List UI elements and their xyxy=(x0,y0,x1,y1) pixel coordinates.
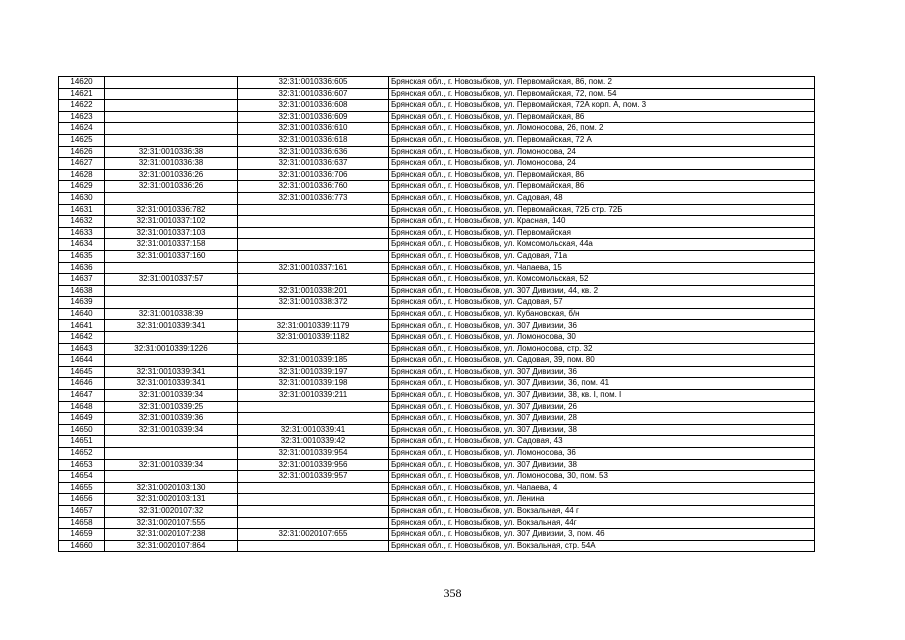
cell-object-number: 32:31:0010336:636 xyxy=(238,146,389,158)
cell-number: 14635 xyxy=(59,250,105,262)
cell-address: Брянская обл., г. Новозыбков, ул. Садовая, 39, пом. 80 xyxy=(389,355,815,367)
cell-parcel-number: 32:31:0010336:782 xyxy=(105,204,238,216)
cell-object-number: 32:31:0010339:211 xyxy=(238,390,389,402)
cell-address: Брянская обл., г. Новозыбков, ул. Ломоносова, 24 xyxy=(389,158,815,170)
cell-address: Брянская обл., г. Новозыбков, ул. Ломоносова, 26, пом. 2 xyxy=(389,123,815,135)
table-row xyxy=(59,88,815,100)
cell-parcel-number: 32:31:0010336:38 xyxy=(105,158,238,170)
table-row xyxy=(59,169,815,181)
cell-address: Брянская обл., г. Новозыбков, ул. 307 Дивизии, 36 xyxy=(389,320,815,332)
cell-address: Брянская обл., г. Новозыбков, ул. 307 Дивизии, 26 xyxy=(389,401,815,413)
cell-parcel-number xyxy=(105,88,238,100)
cell-object-number: 32:31:0010339:1182 xyxy=(238,332,389,344)
cell-address: Брянская обл., г. Новозыбков, ул. 307 Дивизии, 28 xyxy=(389,413,815,425)
table-row xyxy=(59,494,815,506)
cell-object-number: 32:31:0010339:41 xyxy=(238,424,389,436)
table-row xyxy=(59,459,815,471)
cell-number: 14658 xyxy=(59,517,105,529)
table-row xyxy=(59,517,815,529)
cell-object-number xyxy=(238,227,389,239)
cell-address: Брянская обл., г. Новозыбков, ул. Первомайская xyxy=(389,227,815,239)
cell-number: 14627 xyxy=(59,158,105,170)
table-row xyxy=(59,332,815,344)
cell-address: Брянская обл., г. Новозыбков, ул. Вокзальная, 44г xyxy=(389,517,815,529)
cell-object-number xyxy=(238,216,389,228)
cell-address: Брянская обл., г. Новозыбков, ул. 307 Дивизии, 38, кв. I, пом. I xyxy=(389,390,815,402)
cell-object-number: 32:31:0010336:773 xyxy=(238,192,389,204)
cell-object-number: 32:31:0010336:607 xyxy=(238,88,389,100)
cell-address: Брянская обл., г. Новозыбков, ул. Первомайская, 86 xyxy=(389,181,815,193)
table-row xyxy=(59,308,815,320)
cell-object-number xyxy=(238,517,389,529)
cell-object-number: 32:31:0010338:372 xyxy=(238,297,389,309)
table-row xyxy=(59,250,815,262)
cell-address: Брянская обл., г. Новозыбков, ул. Ломоносова, 36 xyxy=(389,448,815,460)
cell-address: Брянская обл., г. Новозыбков, ул. 307 Дивизии, 44, кв. 2 xyxy=(389,285,815,297)
cell-number: 14651 xyxy=(59,436,105,448)
table-row xyxy=(59,77,815,89)
cell-number: 14632 xyxy=(59,216,105,228)
cell-object-number: 32:31:0010339:185 xyxy=(238,355,389,367)
cell-parcel-number xyxy=(105,285,238,297)
cell-number: 14622 xyxy=(59,100,105,112)
cell-number: 14633 xyxy=(59,227,105,239)
cell-number: 14624 xyxy=(59,123,105,135)
cell-parcel-number xyxy=(105,471,238,483)
cell-parcel-number: 32:31:0010337:103 xyxy=(105,227,238,239)
cell-object-number xyxy=(238,413,389,425)
cell-address: Брянская обл., г. Новозыбков, ул. 307 Дивизии, 38 xyxy=(389,424,815,436)
cell-number: 14631 xyxy=(59,204,105,216)
cell-object-number: 32:31:0010339:1179 xyxy=(238,320,389,332)
cell-address: Брянская обл., г. Новозыбков, ул. Чапаева, 4 xyxy=(389,482,815,494)
cell-parcel-number: 32:31:0010337:102 xyxy=(105,216,238,228)
cell-object-number: 32:31:0010339:957 xyxy=(238,471,389,483)
cell-parcel-number: 32:31:0010337:57 xyxy=(105,274,238,286)
cell-parcel-number xyxy=(105,192,238,204)
cell-object-number: 32:31:0010336:618 xyxy=(238,134,389,146)
cell-parcel-number xyxy=(105,134,238,146)
table-row xyxy=(59,123,815,135)
table-row xyxy=(59,134,815,146)
table-row xyxy=(59,436,815,448)
cell-parcel-number: 32:31:0010339:1226 xyxy=(105,343,238,355)
table-row xyxy=(59,111,815,123)
cell-parcel-number: 32:31:0020103:131 xyxy=(105,494,238,506)
table-row xyxy=(59,471,815,483)
cell-parcel-number: 32:31:0010339:34 xyxy=(105,390,238,402)
cell-number: 14641 xyxy=(59,320,105,332)
cell-parcel-number xyxy=(105,448,238,460)
table-row xyxy=(59,158,815,170)
cell-address: Брянская обл., г. Новозыбков, ул. Красная, 140 xyxy=(389,216,815,228)
cell-number: 14642 xyxy=(59,332,105,344)
cell-address: Брянская обл., г. Новозыбков, ул. Первомайская, 72А корп. А, пом. 3 xyxy=(389,100,815,112)
cell-parcel-number: 32:31:0010339:36 xyxy=(105,413,238,425)
cell-number: 14656 xyxy=(59,494,105,506)
cell-object-number: 32:31:0020107:655 xyxy=(238,529,389,541)
table-row xyxy=(59,529,815,541)
cell-number: 14644 xyxy=(59,355,105,367)
cell-number: 14660 xyxy=(59,540,105,552)
cell-number: 14629 xyxy=(59,181,105,193)
table-row xyxy=(59,378,815,390)
cell-object-number xyxy=(238,250,389,262)
cell-number: 14653 xyxy=(59,459,105,471)
cell-object-number: 32:31:0010336:760 xyxy=(238,181,389,193)
cell-object-number xyxy=(238,401,389,413)
cell-address: Брянская обл., г. Новозыбков, ул. Комсомольская, 44а xyxy=(389,239,815,251)
cell-address: Брянская обл., г. Новозыбков, ул. Садовая, 71а xyxy=(389,250,815,262)
cell-parcel-number xyxy=(105,297,238,309)
cell-number: 14643 xyxy=(59,343,105,355)
cell-parcel-number: 32:31:0010336:26 xyxy=(105,169,238,181)
cell-number: 14657 xyxy=(59,505,105,517)
table-row xyxy=(59,274,815,286)
cell-object-number: 32:31:0010336:609 xyxy=(238,111,389,123)
cell-address: Брянская обл., г. Новозыбков, ул. Первомайская, 86, пом. 2 xyxy=(389,77,815,89)
table-row xyxy=(59,540,815,552)
cell-parcel-number xyxy=(105,355,238,367)
cell-parcel-number xyxy=(105,332,238,344)
cell-object-number: 32:31:0010336:605 xyxy=(238,77,389,89)
cell-parcel-number xyxy=(105,111,238,123)
cell-parcel-number: 32:31:0020107:32 xyxy=(105,505,238,517)
cell-address: Брянская обл., г. Новозыбков, ул. Первомайская, 72Б стр. 72Б xyxy=(389,204,815,216)
cell-parcel-number: 32:31:0010339:341 xyxy=(105,320,238,332)
cell-parcel-number: 32:31:0020107:864 xyxy=(105,540,238,552)
cell-number: 14655 xyxy=(59,482,105,494)
cell-address: Брянская обл., г. Новозыбков, ул. 307 Дивизии, 36 xyxy=(389,366,815,378)
cell-number: 14647 xyxy=(59,390,105,402)
cell-number: 14650 xyxy=(59,424,105,436)
table-row xyxy=(59,227,815,239)
cell-object-number: 32:31:0010339:956 xyxy=(238,459,389,471)
cell-object-number: 32:31:0010337:161 xyxy=(238,262,389,274)
table-row xyxy=(59,320,815,332)
cell-object-number xyxy=(238,343,389,355)
registry-table xyxy=(58,76,815,552)
cell-parcel-number: 32:31:0010337:158 xyxy=(105,239,238,251)
cell-number: 14648 xyxy=(59,401,105,413)
page-number: 358 xyxy=(443,586,462,600)
cell-object-number: 32:31:0010336:610 xyxy=(238,123,389,135)
cell-address: Брянская обл., г. Новозыбков, ул. Ломоносова, 30, пом. 53 xyxy=(389,471,815,483)
cell-number: 14621 xyxy=(59,88,105,100)
cell-address: Брянская обл., г. Новозыбков, ул. Вокзальная, стр. 54А xyxy=(389,540,815,552)
cell-parcel-number: 32:31:0010338:39 xyxy=(105,308,238,320)
cell-number: 14646 xyxy=(59,378,105,390)
table-row xyxy=(59,297,815,309)
table-row xyxy=(59,413,815,425)
cell-address: Брянская обл., г. Новозыбков, ул. Чапаева, 15 xyxy=(389,262,815,274)
cell-object-number xyxy=(238,274,389,286)
cell-number: 14640 xyxy=(59,308,105,320)
cell-parcel-number: 32:31:0010339:25 xyxy=(105,401,238,413)
cell-parcel-number: 32:31:0010339:34 xyxy=(105,424,238,436)
table-row xyxy=(59,390,815,402)
cell-object-number: 32:31:0010339:954 xyxy=(238,448,389,460)
cell-object-number: 32:31:0010338:201 xyxy=(238,285,389,297)
table-row xyxy=(59,285,815,297)
cell-number: 14625 xyxy=(59,134,105,146)
cell-number: 14628 xyxy=(59,169,105,181)
table-row xyxy=(59,401,815,413)
cell-object-number xyxy=(238,482,389,494)
table-row xyxy=(59,204,815,216)
cell-parcel-number: 32:31:0010339:341 xyxy=(105,378,238,390)
table-row xyxy=(59,216,815,228)
cell-address: Брянская обл., г. Новозыбков, ул. 307 Дивизии, 36, пом. 41 xyxy=(389,378,815,390)
cell-address: Брянская обл., г. Новозыбков, ул. Первомайская, 86 xyxy=(389,111,815,123)
cell-object-number xyxy=(238,505,389,517)
cell-address: Брянская обл., г. Новозыбков, ул. Первомайская, 72 А xyxy=(389,134,815,146)
cell-object-number xyxy=(238,540,389,552)
cell-address: Брянская обл., г. Новозыбков, ул. Садовая, 57 xyxy=(389,297,815,309)
cell-parcel-number: 32:31:0010336:38 xyxy=(105,146,238,158)
cell-object-number: 32:31:0010339:198 xyxy=(238,378,389,390)
cell-number: 14639 xyxy=(59,297,105,309)
table-row xyxy=(59,146,815,158)
cell-address: Брянская обл., г. Новозыбков, ул. Ломоносова, 24 xyxy=(389,146,815,158)
cell-parcel-number xyxy=(105,262,238,274)
cell-number: 14626 xyxy=(59,146,105,158)
cell-parcel-number xyxy=(105,100,238,112)
cell-address: Брянская обл., г. Новозыбков, ул. Вокзальная, 44 г xyxy=(389,505,815,517)
cell-number: 14649 xyxy=(59,413,105,425)
cell-parcel-number: 32:31:0010336:26 xyxy=(105,181,238,193)
cell-number: 14623 xyxy=(59,111,105,123)
table-row xyxy=(59,181,815,193)
cell-parcel-number: 32:31:0010339:341 xyxy=(105,366,238,378)
cell-object-number: 32:31:0010336:706 xyxy=(238,169,389,181)
cell-object-number: 32:31:0010336:608 xyxy=(238,100,389,112)
table-row xyxy=(59,366,815,378)
cell-parcel-number: 32:31:0020107:555 xyxy=(105,517,238,529)
cell-address: Брянская обл., г. Новозыбков, ул. 307 Дивизии, 38 xyxy=(389,459,815,471)
registry-table-body xyxy=(59,77,815,552)
cell-parcel-number: 32:31:0020103:130 xyxy=(105,482,238,494)
table-row xyxy=(59,262,815,274)
cell-parcel-number xyxy=(105,123,238,135)
cell-parcel-number: 32:31:0010337:160 xyxy=(105,250,238,262)
cell-number: 14638 xyxy=(59,285,105,297)
cell-address: Брянская обл., г. Новозыбков, ул. Первомайская, 72, пом. 54 xyxy=(389,88,815,100)
cell-number: 14637 xyxy=(59,274,105,286)
cell-object-number xyxy=(238,308,389,320)
cell-address: Брянская обл., г. Новозыбков, ул. Садовая, 48 xyxy=(389,192,815,204)
cell-number: 14620 xyxy=(59,77,105,89)
table-row xyxy=(59,448,815,460)
cell-number: 14634 xyxy=(59,239,105,251)
cell-parcel-number xyxy=(105,436,238,448)
table-row xyxy=(59,239,815,251)
cell-address: Брянская обл., г. Новозыбков, ул. Ломоносова, 30 xyxy=(389,332,815,344)
cell-parcel-number: 32:31:0010339:34 xyxy=(105,459,238,471)
cell-address: Брянская обл., г. Новозыбков, ул. Садовая, 43 xyxy=(389,436,815,448)
table-row xyxy=(59,355,815,367)
cell-number: 14659 xyxy=(59,529,105,541)
table-row xyxy=(59,343,815,355)
cell-parcel-number xyxy=(105,77,238,89)
cell-object-number xyxy=(238,494,389,506)
table-row xyxy=(59,424,815,436)
cell-number: 14654 xyxy=(59,471,105,483)
cell-number: 14636 xyxy=(59,262,105,274)
cell-object-number: 32:31:0010336:637 xyxy=(238,158,389,170)
cell-object-number: 32:31:0010339:42 xyxy=(238,436,389,448)
cell-address: Брянская обл., г. Новозыбков, ул. 307 Дивизии, 3, пом. 46 xyxy=(389,529,815,541)
cell-parcel-number: 32:31:0020107:238 xyxy=(105,529,238,541)
cell-number: 14645 xyxy=(59,366,105,378)
cell-address: Брянская обл., г. Новозыбков, ул. Ломоносова, стр. 32 xyxy=(389,343,815,355)
cell-address: Брянская обл., г. Новозыбков, ул. Ленина xyxy=(389,494,815,506)
table-row xyxy=(59,192,815,204)
cell-object-number xyxy=(238,204,389,216)
table-row xyxy=(59,482,815,494)
cell-object-number xyxy=(238,239,389,251)
cell-object-number: 32:31:0010339:197 xyxy=(238,366,389,378)
cell-number: 14652 xyxy=(59,448,105,460)
table-row xyxy=(59,505,815,517)
cell-address: Брянская обл., г. Новозыбков, ул. Первомайская, 86 xyxy=(389,169,815,181)
cell-number: 14630 xyxy=(59,192,105,204)
cell-address: Брянская обл., г. Новозыбков, ул. Комсомольская, 52 xyxy=(389,274,815,286)
table-row xyxy=(59,100,815,112)
cell-address: Брянская обл., г. Новозыбков, ул. Кубановская, б/н xyxy=(389,308,815,320)
